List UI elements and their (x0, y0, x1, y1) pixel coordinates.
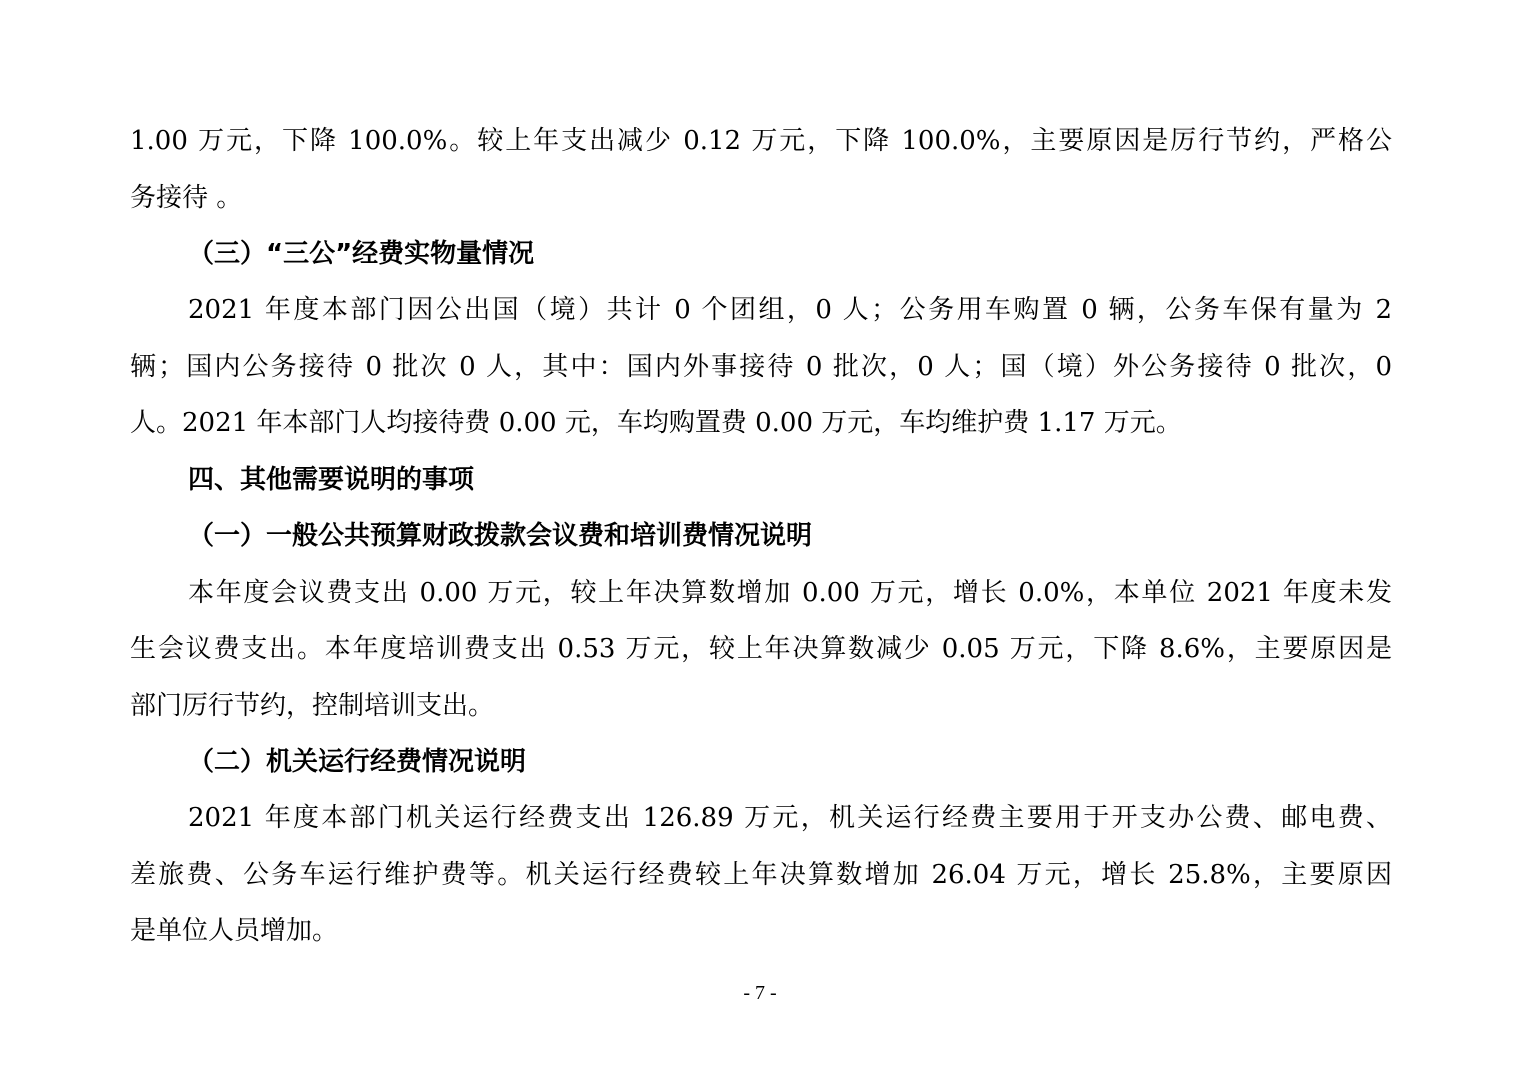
body-text-line: 2021 年度本部门因公出国（境）共计 0 个团组，0 人；公务用车购置 0 辆，公务车保有量为 2 (188, 295, 1392, 325)
body-text-line: 1.00 万元，下降 100.0%。较上年支出减少 0.12 万元，下降 100.0%，主要原因是厉行节约，严格公 (130, 126, 1392, 156)
body-text-line: 人。2021 年本部门人均接待费 0.00 元，车均购置费 0.00 万元，车均维护费 1.17 万元。 (130, 408, 1182, 438)
page-number: - 7 - (743, 982, 777, 1004)
body-text-line: 部门厉行节约，控制培训支出。 (130, 691, 495, 721)
section-heading: （三）“三公”经费实物量情况 (188, 239, 535, 269)
body-text-line: 务接待 。 (130, 183, 243, 213)
body-text-line: 生会议费支出。本年度培训费支出 0.53 万元，较上年决算数减少 0.05 万元，下降 8.6%，主要原因是 (130, 634, 1392, 664)
body-text-line: 是单位人员增加。 (130, 916, 339, 946)
body-text-line: 本年度会议费支出 0.00 万元，较上年决算数增加 0.00 万元，增长 0.0%，本单位 2021 年度未发 (188, 578, 1392, 608)
subsection-heading: （一）一般公共预算财政拨款会议费和培训费情况说明 (188, 521, 813, 551)
body-text-line: 2021 年度本部门机关运行经费支出 126.89 万元，机关运行经费主要用于开支办公费、邮电费、 (188, 803, 1392, 833)
section-heading: 四、其他需要说明的事项 (188, 465, 475, 495)
body-text-line: 辆；国内公务接待 0 批次 0 人，其中：国内外事接待 0 批次，0 人；国（境）外公务接待 0 批次，0 (130, 352, 1392, 382)
subsection-heading: （二）机关运行经费情况说明 (188, 747, 527, 777)
body-text-line: 差旅费、公务车运行维护费等。机关运行经费较上年决算数增加 26.04 万元，增长 25.8%，主要原因 (130, 860, 1392, 890)
